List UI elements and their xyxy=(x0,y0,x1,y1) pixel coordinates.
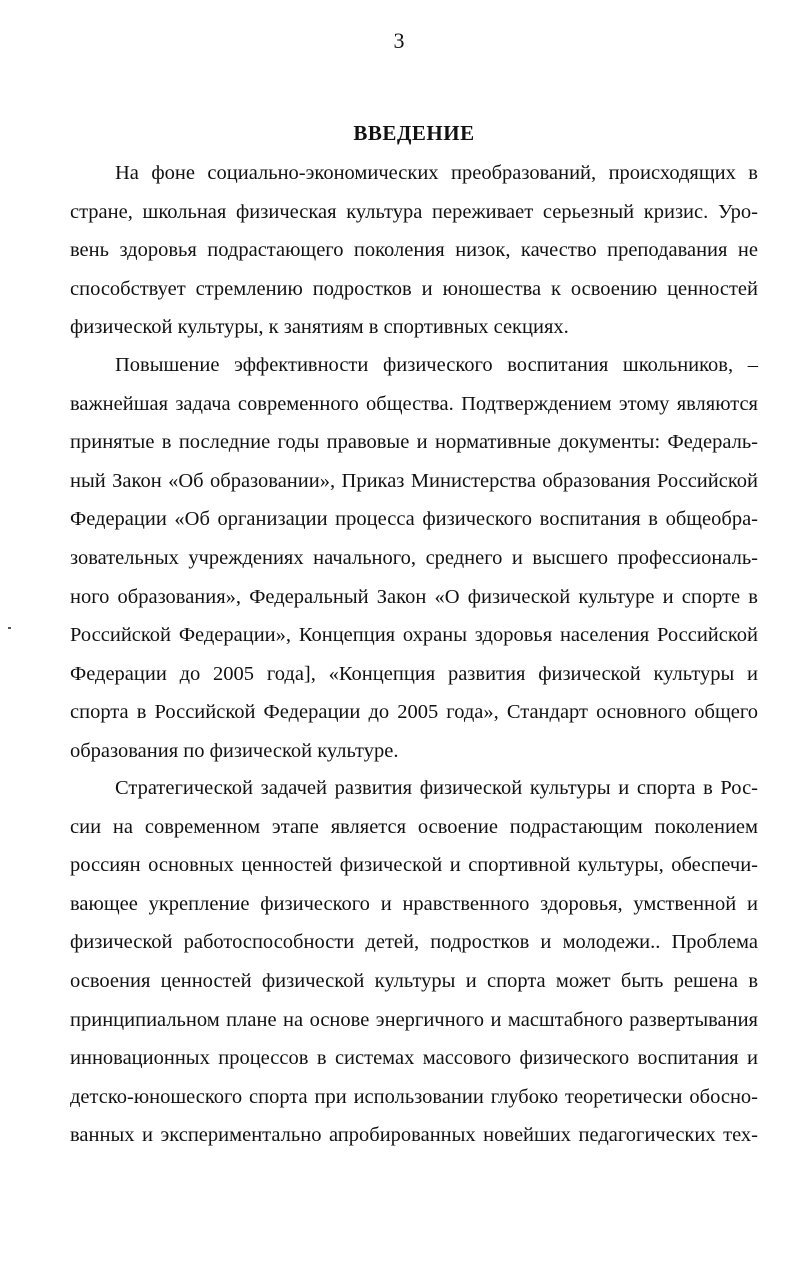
text-line: Стратегической задачей развития физической культуры и спорта в Рос- xyxy=(115,777,758,799)
text-line: сии на современном этапе является освоение подрастающим поколением xyxy=(70,815,758,838)
paragraph-3 xyxy=(70,769,758,1155)
text-line: вень здоровья подрастающего поколения низок, качество преподавания не xyxy=(70,239,758,262)
text-line: освоения ценностей физической культуры и спорта может быть решена в xyxy=(70,969,758,992)
text-line: стране, школьная физическая культура переживает серьезный кризис. Уро- xyxy=(70,200,758,223)
page-number: 3 xyxy=(393,28,405,53)
paragraph-1 xyxy=(70,154,758,347)
text-line: ный Закон «Об образовании», Приказ Министерства образования Российской xyxy=(70,469,758,492)
text-line: физической работоспособности детей, подростков и молодежи.. Проблема xyxy=(70,931,758,954)
text-line: На фоне социально-экономических преобразований, происходящих в xyxy=(115,162,758,184)
text-line: принципиальном плане на основе энергичного и масштабного развертывания xyxy=(70,1008,758,1031)
text-line: важнейшая задача современного общества. Подтверждением этому являются xyxy=(70,392,758,415)
text-line: принятые в последние годы правовые и нормативные документы: Федераль- xyxy=(70,431,758,454)
text-line: Российской Федерации», Концепция охраны здоровья населения Российской xyxy=(70,624,758,647)
text-line: вающее укрепление физического и нравственного здоровья, умственной и xyxy=(70,892,758,915)
text-line: Федерации «Об организации процесса физического воспитания в общеобра- xyxy=(70,508,758,531)
text-line: образования по физической культуре. xyxy=(70,739,399,762)
paragraph-2 xyxy=(70,346,758,771)
text-line: зовательных учреждениях начального, среднего и высшего профессиональ- xyxy=(70,546,758,569)
scan-speck xyxy=(8,627,11,629)
text-line: способствует стремлению подростков и юношества к освоению ценностей xyxy=(70,277,758,300)
text-line: россиян основных ценностей физической и спортивной культуры, обеспечи- xyxy=(70,854,758,877)
section-heading: ВВЕДЕНИЕ xyxy=(353,121,475,145)
text-line: Федерации до 2005 года], «Концепция развития физической культуры и xyxy=(70,662,758,685)
text-line: физической культуры, к занятиям в спортивных секциях. xyxy=(70,316,569,339)
text-line: Повышение эффективности физического воспитания школьников, – xyxy=(115,354,758,376)
text-line: инновационных процессов в системах массового физического воспитания и xyxy=(70,1047,758,1070)
text-line: детско-юношеского спорта при использовании глубоко теоретически обосно- xyxy=(70,1085,758,1108)
text-line: ванных и экспериментально апробированных новейших педагогических тех- xyxy=(70,1124,758,1147)
text-line: ного образования», Федеральный Закон «О физической культуре и спорте в xyxy=(70,585,758,608)
text-line: спорта в Российской Федерации до 2005 года», Стандарт основного общего xyxy=(70,701,758,724)
